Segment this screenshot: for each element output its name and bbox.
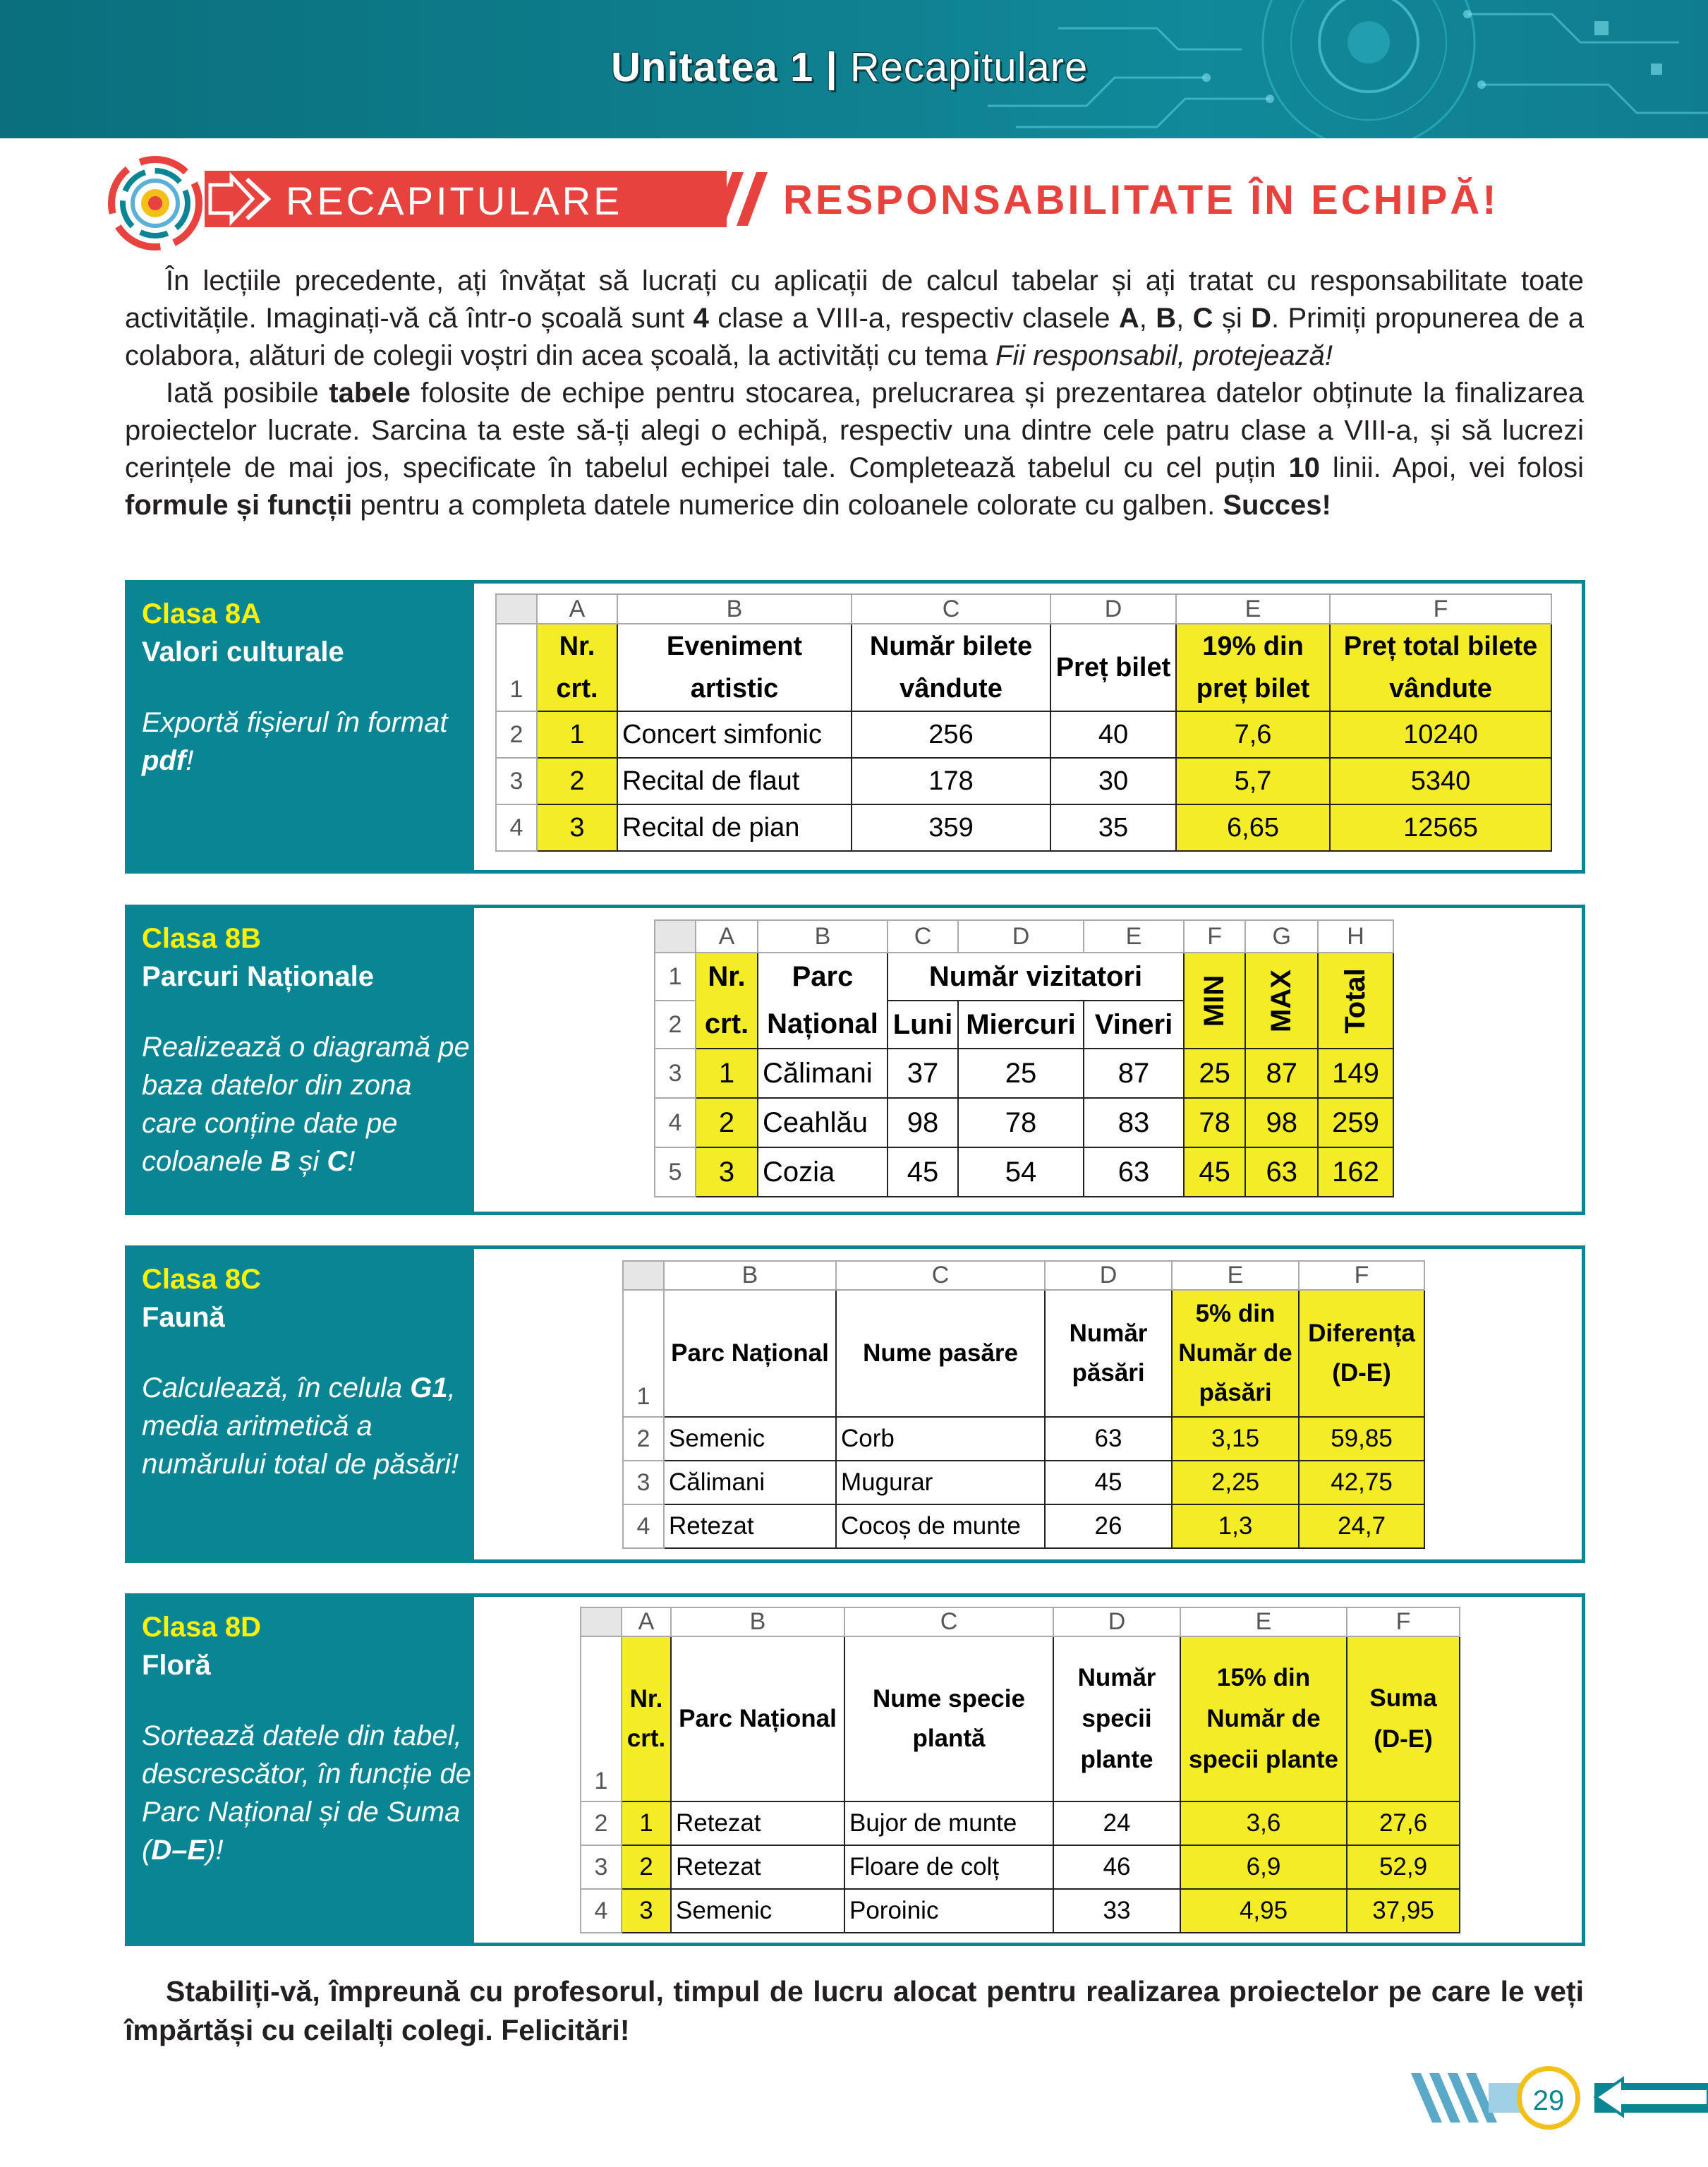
header-cell: Luni: [888, 1001, 958, 1049]
row-number: 3: [496, 758, 537, 804]
cell: 24: [1053, 1801, 1180, 1845]
header-cell-min: MIN: [1199, 974, 1230, 1027]
cell: 87: [1084, 1049, 1184, 1098]
class-8a-block: [125, 580, 1585, 874]
header-cell: Parc: [758, 953, 888, 1001]
cell: 63: [1245, 1147, 1318, 1197]
column-header: H: [1318, 920, 1393, 953]
table-row: [655, 1147, 1393, 1197]
corner-cell: [623, 1261, 664, 1290]
header-cell-max: MAX: [1266, 969, 1297, 1032]
header-title: [611, 44, 1088, 91]
spreadsheet-8b: [654, 919, 1394, 1197]
class-8a-panel: [128, 584, 474, 870]
header-cell: 5% din Număr de păsări: [1172, 1290, 1299, 1417]
column-header: D: [958, 920, 1084, 953]
cell: 37: [888, 1049, 958, 1098]
spreadsheet-8d: [580, 1607, 1460, 1933]
task-text-run: C: [327, 1146, 348, 1177]
column-header: F: [1347, 1607, 1460, 1636]
cell: 1: [622, 1801, 671, 1845]
cell: 149: [1318, 1049, 1393, 1098]
cell: Recital de pian: [617, 804, 852, 851]
column-header: B: [617, 594, 852, 624]
task-text-run: D–E: [151, 1835, 207, 1866]
cell: 87: [1245, 1049, 1318, 1098]
header-cell: Vineri: [1084, 1001, 1184, 1049]
page-title: RESPONSABILITATE ÎN ECHIPĂ!: [783, 177, 1499, 223]
cell: 178: [852, 758, 1050, 804]
cell: Floare de colț: [844, 1845, 1053, 1889]
cell: 3: [696, 1147, 758, 1197]
intro-text-run: ,: [1176, 303, 1193, 334]
row-number: 4: [496, 804, 537, 851]
row-number: 4: [581, 1889, 622, 1933]
row-number: 1: [623, 1290, 664, 1417]
cell: 5,7: [1176, 758, 1330, 804]
intro-text-run: tabele: [329, 378, 411, 409]
cell: 45: [888, 1147, 958, 1197]
intro-paragraph-1: [125, 262, 1584, 375]
column-header: E: [1172, 1261, 1299, 1290]
row-number: 2: [581, 1801, 622, 1845]
cell: 259: [1318, 1098, 1393, 1147]
column-header: B: [664, 1261, 836, 1290]
column-header: C: [844, 1607, 1053, 1636]
column-header: A: [622, 1607, 671, 1636]
cell: 24,7: [1299, 1504, 1424, 1548]
cell: Retezat: [671, 1845, 844, 1889]
column-header: D: [1050, 594, 1176, 624]
task-text-run: Exportă fișierul în format: [142, 707, 448, 738]
cell: 2: [622, 1845, 671, 1889]
task-text-run: Realizează o diagramă pe baza datelor din zona care conține date pe coloanele: [142, 1032, 470, 1177]
task-text-run: , media aritmetică a numărului total de păsări!: [142, 1372, 459, 1480]
cell: 1: [696, 1049, 758, 1098]
row-number: 5: [655, 1147, 696, 1197]
class-topic: Floră: [142, 1650, 211, 1681]
cell: 45: [1045, 1461, 1172, 1504]
cell: 2,25: [1172, 1461, 1299, 1504]
intro-text-run: folosite de echipe pentru stocarea, prelucrarea și prezentarea datelor obținute la finalizarea proiectelor lucrate. Sarcina ta este să-ți alegi o echipă, respectiv una dintre cele patru clase a VIII-a, și să lucrezi cerințele de mai jos, specificate în tabelul echipei tale. Completează tabelul cu cel puțin: [125, 378, 1584, 483]
cell: Semenic: [671, 1889, 844, 1933]
class-task: [142, 1717, 474, 1869]
header-cell: Parc Național: [664, 1290, 836, 1417]
row-number: 1: [496, 624, 537, 711]
header-cell: Preț total bilete vândute: [1330, 624, 1551, 711]
header-cell: Național: [758, 1001, 888, 1049]
header-cell: crt.: [696, 1001, 758, 1049]
row-number: 3: [581, 1845, 622, 1889]
table-row: [581, 1801, 1460, 1845]
cell: Ceahlău: [758, 1098, 888, 1147]
corner-cell: [655, 920, 696, 953]
intro-text-run: și: [1213, 303, 1252, 334]
column-header: E: [1176, 594, 1330, 624]
class-title: Clasa 8A: [142, 598, 261, 629]
cell: Concert simfonic: [617, 711, 852, 758]
column-header: G: [1245, 920, 1318, 953]
header-cell: Parc Național: [671, 1636, 844, 1801]
intro-text-run: . Primiți propunerea de a colabora, alături de colegii voștri din acea școală, la activități cu tema: [125, 303, 1585, 371]
table-row: [655, 1049, 1393, 1098]
task-text-run: G1: [410, 1372, 448, 1404]
intro-text-run: 10: [1288, 452, 1320, 483]
spreadsheet-8a: [495, 593, 1552, 852]
page-number: 29: [1532, 2085, 1565, 2116]
cell: 83: [1084, 1098, 1184, 1147]
cell: Retezat: [671, 1801, 844, 1845]
column-header: E: [1084, 920, 1184, 953]
double-arrow-icon: [203, 171, 274, 227]
intro-text-run: Succes!: [1223, 490, 1331, 521]
page-header: [0, 0, 1708, 138]
cell: Recital de flaut: [617, 758, 852, 804]
task-text-run: și: [291, 1146, 327, 1177]
intro-text-run: C: [1192, 303, 1213, 334]
header-cell: Nr.: [696, 953, 758, 1001]
header-cell: Miercuri: [958, 1001, 1084, 1049]
closing-paragraph: Stabiliți-vă, împreună cu profesorul, timpul de lucru alocat pentru realizarea proiectelor pe care le veți împărtăși cu ceilalți colegi. Felicitări!: [125, 1975, 1584, 2046]
table-row: [623, 1417, 1424, 1461]
header-section: Recapitulare: [849, 44, 1089, 90]
cell: 63: [1045, 1417, 1172, 1461]
header-cell: Număr păsări: [1045, 1290, 1172, 1417]
table-row: [496, 758, 1551, 804]
cell: Cocoș de munte: [836, 1504, 1045, 1548]
header-cell: [1184, 953, 1245, 1049]
cell: 6,65: [1176, 804, 1330, 851]
task-text-run: !: [347, 1146, 356, 1177]
header-cell: 15% din Număr de specii plante: [1180, 1636, 1347, 1801]
cell: Cozia: [758, 1147, 888, 1197]
cell: 162: [1318, 1147, 1393, 1197]
row-number: 1: [581, 1636, 622, 1801]
closing-text: [125, 1972, 1584, 2050]
table-header-row: [581, 1636, 1460, 1801]
class-8c-block: [125, 1245, 1585, 1563]
class-8b-block: [125, 905, 1585, 1215]
cell: 59,85: [1299, 1417, 1424, 1461]
cell: 26: [1045, 1504, 1172, 1548]
cell: 10240: [1330, 711, 1551, 758]
cell: 27,6: [1347, 1801, 1460, 1845]
table-header-row: [655, 953, 1393, 1001]
class-topic: Faună: [142, 1302, 225, 1333]
column-header: C: [852, 594, 1050, 624]
column-header: C: [888, 920, 958, 953]
recap-label: RECAPITULARE: [286, 179, 623, 223]
intro-text-run: B: [1156, 303, 1177, 334]
row-number: 2: [496, 711, 537, 758]
class-8d-block: [125, 1593, 1585, 1946]
column-header: C: [836, 1261, 1045, 1290]
intro-text-run: Iată posibile: [166, 378, 329, 409]
intro-text-run: linii. Apoi, vei folosi: [1319, 452, 1584, 483]
cell: 2: [537, 758, 617, 804]
intro-paragraph-2: [125, 375, 1584, 524]
header-unit: Unitatea 1: [611, 44, 814, 90]
row-number: 4: [623, 1504, 664, 1548]
row-number: 2: [655, 1001, 696, 1049]
header-cell: Diferența (D-E): [1299, 1290, 1424, 1417]
header-cell: Număr specii plante: [1053, 1636, 1180, 1801]
cell: 37,95: [1347, 1889, 1460, 1933]
table-row: [581, 1845, 1460, 1889]
intro-text-run: ,: [1139, 303, 1156, 334]
cell: 256: [852, 711, 1050, 758]
intro-text-run: Fii responsabil, protejează!: [995, 340, 1333, 371]
cell: Călimani: [664, 1461, 836, 1504]
table-row: [623, 1461, 1424, 1504]
intro-text-run: În lecțiile precedente, ați învățat să lucrați cu aplicații de calcul tabelar și ați tratat cu responsabilitate toate activitățile. Imaginați-vă că într-o școală sunt: [125, 265, 1584, 334]
task-text-run: Sortează datele din tabel, descrescător, în funcție de Parc Național și de Suma (: [142, 1720, 471, 1866]
table-row: [581, 1889, 1460, 1933]
cell: Mugurar: [836, 1461, 1045, 1504]
cell: 63: [1084, 1147, 1184, 1197]
cell: Poroinic: [844, 1889, 1053, 1933]
cell: Semenic: [664, 1417, 836, 1461]
intro-text-run: A: [1118, 303, 1139, 334]
slash-decoration: [711, 169, 778, 229]
header-cell: Nume specie plantă: [844, 1636, 1053, 1801]
table-row: [655, 1098, 1393, 1147]
class-task: [142, 1369, 474, 1483]
cell: 25: [958, 1049, 1084, 1098]
cell: 359: [852, 804, 1050, 851]
class-topic: Parcuri Naționale: [142, 961, 375, 992]
header-cell: Număr vizitatori: [888, 953, 1184, 1001]
intro-text-run: formule și funcții: [125, 490, 353, 521]
cell: Călimani: [758, 1049, 888, 1098]
header-cell: Eveniment artistic: [617, 624, 852, 711]
row-number: 1: [655, 953, 696, 1001]
header-cell-total: Total: [1340, 967, 1371, 1034]
class-8b-panel: [128, 908, 474, 1212]
cell: Corb: [836, 1417, 1045, 1461]
cell: 78: [958, 1098, 1084, 1147]
column-header: B: [758, 920, 888, 953]
column-header: D: [1053, 1607, 1180, 1636]
cell: 6,9: [1180, 1845, 1347, 1889]
class-8d-panel: [128, 1597, 474, 1943]
cell: 25: [1184, 1049, 1245, 1098]
cell: 3: [622, 1889, 671, 1933]
corner-cell: [496, 594, 537, 624]
task-text-run: Calculează, în celula: [142, 1372, 411, 1404]
table-row: [623, 1504, 1424, 1548]
cell: Bujor de munte: [844, 1801, 1053, 1845]
header-cell: [1245, 953, 1318, 1049]
header-cell: Suma (D-E): [1347, 1636, 1460, 1801]
cell: 35: [1050, 804, 1176, 851]
intro-text-run: D: [1251, 303, 1272, 334]
table-header-row: [623, 1290, 1424, 1417]
class-task: [142, 1028, 474, 1181]
column-header: A: [696, 920, 758, 953]
cell: 12565: [1330, 804, 1551, 851]
cell: 4,95: [1180, 1889, 1347, 1933]
class-task: [142, 704, 474, 780]
cell: 1: [537, 711, 617, 758]
task-text-run: !: [186, 745, 194, 776]
cell: 33: [1053, 1889, 1180, 1933]
cell: 5340: [1330, 758, 1551, 804]
cell: 52,9: [1347, 1845, 1460, 1889]
target-icon: [106, 154, 205, 253]
cell: 30: [1050, 758, 1176, 804]
cell: 40: [1050, 711, 1176, 758]
column-header: B: [671, 1607, 844, 1636]
header-cell: 19% din preț bilet: [1176, 624, 1330, 711]
row-number: 3: [655, 1049, 696, 1098]
header-cell: Număr bilete vândute: [852, 624, 1050, 711]
row-number: 2: [623, 1417, 664, 1461]
task-text-run: )!: [206, 1835, 224, 1866]
cell: 42,75: [1299, 1461, 1424, 1504]
cell: 2: [696, 1098, 758, 1147]
recap-banner: [205, 171, 727, 227]
column-header: F: [1330, 594, 1551, 624]
class-8c-panel: [128, 1249, 474, 1559]
task-text-run: pdf: [142, 745, 186, 776]
task-text-run: B: [270, 1146, 291, 1177]
intro-text-run: clase a VIII-a, respectiv clasele: [708, 303, 1119, 334]
cell: Retezat: [664, 1504, 836, 1548]
intro-text: [125, 262, 1584, 524]
column-header: F: [1184, 920, 1245, 953]
intro-text-run: pentru a completa datele numerice din coloanele colorate cu galben.: [352, 490, 1223, 521]
spreadsheet-8c: [622, 1260, 1425, 1549]
cell: 98: [1245, 1098, 1318, 1147]
header-cell: Preț bilet: [1050, 624, 1176, 711]
header-cell: Nume pasăre: [836, 1290, 1045, 1417]
class-title: Clasa 8B: [142, 923, 261, 954]
header-cell: Nr. crt.: [622, 1636, 671, 1801]
cell: 3,15: [1172, 1417, 1299, 1461]
table-row: [496, 804, 1551, 851]
row-number: 4: [655, 1098, 696, 1147]
row-number: 3: [623, 1461, 664, 1504]
cell: 45: [1184, 1147, 1245, 1197]
class-title: Clasa 8C: [142, 1264, 261, 1295]
page-number-badge: [1517, 2066, 1580, 2130]
cell: 3,6: [1180, 1801, 1347, 1845]
column-header: A: [537, 594, 617, 624]
cell: 46: [1053, 1845, 1180, 1889]
table-header-row: [496, 624, 1551, 711]
header-separator: |: [825, 44, 838, 90]
header-cell: Nr. crt.: [537, 624, 617, 711]
cell: 78: [1184, 1098, 1245, 1147]
intro-text-run: 4: [693, 303, 709, 334]
table-row: [496, 711, 1551, 758]
cell: 98: [888, 1098, 958, 1147]
column-header: E: [1180, 1607, 1347, 1636]
corner-cell: [581, 1607, 622, 1636]
column-header: F: [1299, 1261, 1424, 1290]
cell: 54: [958, 1147, 1084, 1197]
cell: 3: [537, 804, 617, 851]
column-header: D: [1045, 1261, 1172, 1290]
cell: 1,3: [1172, 1504, 1299, 1548]
class-title: Clasa 8D: [142, 1612, 261, 1643]
class-topic: Valori culturale: [142, 636, 344, 668]
cell: 7,6: [1176, 711, 1330, 758]
header-cell: [1318, 953, 1393, 1049]
